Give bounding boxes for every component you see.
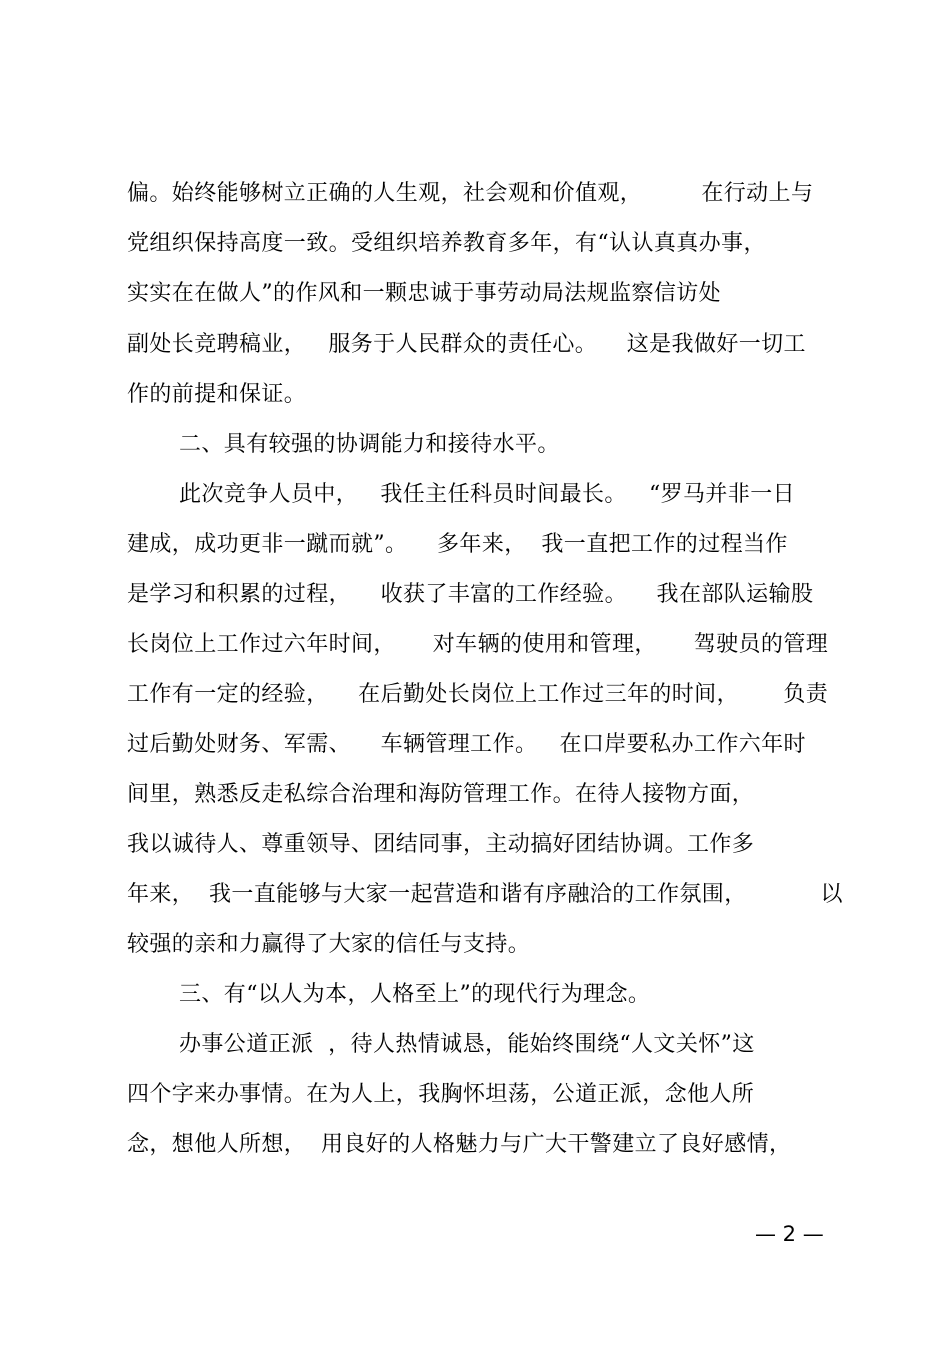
text-line: 副处长竞聘稿业， 服务于人民群众的责任心。 这是我做好一切工: [127, 332, 806, 357]
text-line: 此次竞争人员中， 我任主任科员时间最长。 “罗马并非一日: [179, 482, 796, 507]
text-line: 较强的亲和力赢得了大家的信任与支持。: [127, 932, 531, 957]
section-heading: 二、具有较强的协调能力和接待水平。: [179, 432, 560, 457]
text-line: 作的前提和保证。: [127, 382, 307, 407]
text-line: 建成，成功更非一蹴而就”。 多年来， 我一直把工作的过程当作: [127, 532, 788, 557]
text-line: 偏。始终能够树立正确的人生观，社会观和价值观， 在行动上与: [127, 181, 814, 206]
text-line: 长岗位上工作过六年时间， 对车辆的使用和管理， 驾驶员的管理: [127, 632, 829, 657]
text-line: 党组织保持高度一致。受组织培养教育多年，有“认认真真办事，: [127, 231, 766, 256]
text-line: 我以诚待人、尊重领导、团结同事，主动搞好团结协调。工作多: [127, 832, 755, 857]
text-line: 过后勤处财务、军需、 车辆管理工作。 在口岸要私办工作六年时: [127, 732, 806, 757]
text-line: 实实在在做人”的作风和一颗忠诚于事劳动局法规监察信访处: [127, 281, 722, 306]
text-line: 办事公道正派 ，待人热情诚恳，能始终围绕“人文关怀”这: [179, 1032, 755, 1057]
text-line: 念，想他人所想， 用良好的人格魅力与广大干警建立了良好感情，: [127, 1132, 792, 1157]
text-line: 工作有一定的经验， 在后勤处长岗位上工作过三年的时间， 负责: [127, 682, 829, 707]
section-heading: 三、有“以人为本，人格至上”的现代行为理念。: [179, 982, 651, 1007]
text-line: 年来， 我一直能够与大家一起营造和谐有序融洽的工作氛围， 以: [127, 882, 843, 907]
text-line: 间里，熟悉反走私综合治理和海防管理工作。在待人接物方面，: [127, 782, 755, 807]
page-number: — 2 —: [755, 1222, 824, 1246]
text-line: 四个字来办事情。在为人上，我胸怀坦荡，公道正派，念他人所: [127, 1082, 755, 1107]
text-line: 是学习和积累的过程， 收获了丰富的工作经验。 我在部队运输股: [127, 582, 814, 607]
